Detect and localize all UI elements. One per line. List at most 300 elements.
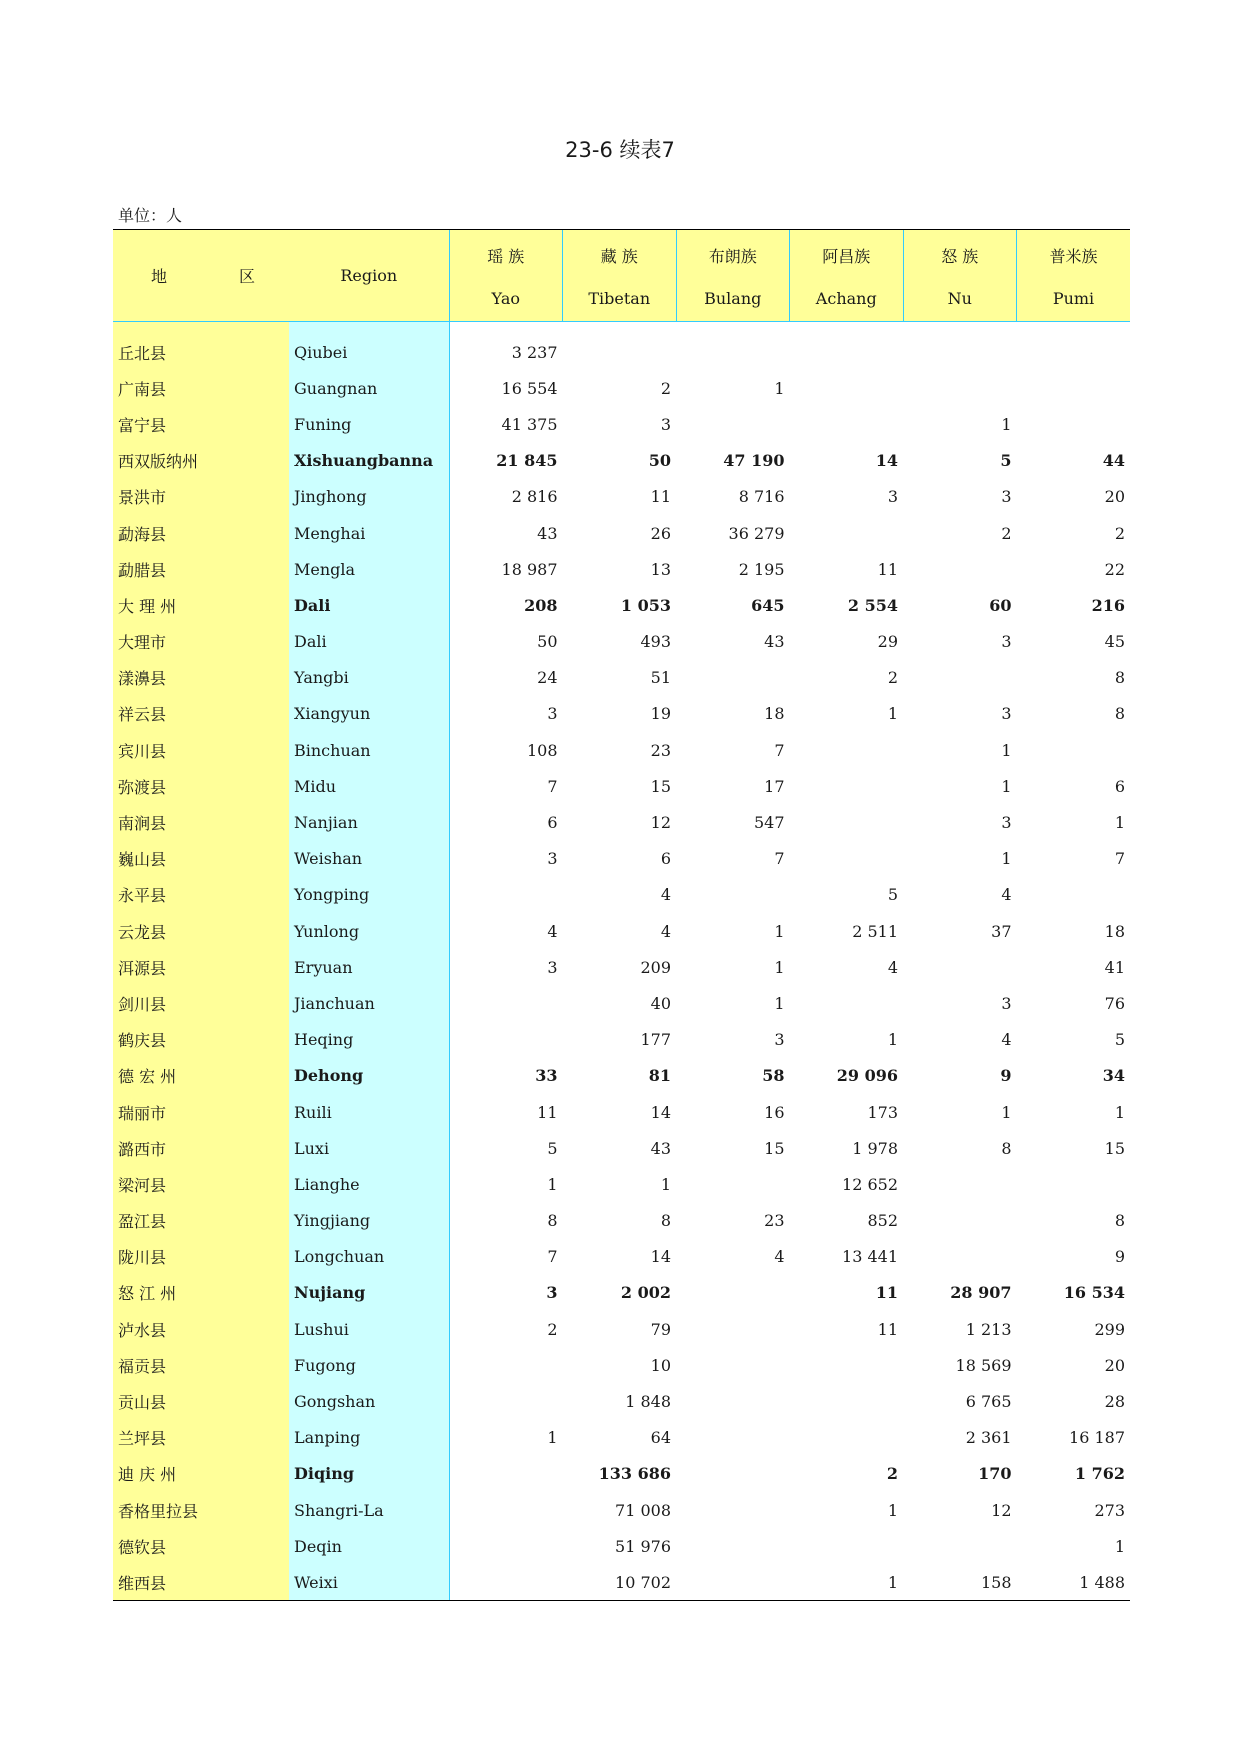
value-cell: 645	[751, 595, 785, 615]
region-cn-cell: 德 宏 州	[113, 1058, 289, 1094]
value-cell: 12 652	[842, 1174, 898, 1194]
region-en-cell: Menghai	[289, 515, 449, 551]
value-cell: 11	[875, 1283, 898, 1303]
value-cell	[903, 949, 1017, 985]
value-cell: 5	[1000, 451, 1012, 471]
value-cell: 173	[867, 1102, 898, 1122]
value-cell: 41 375	[449, 406, 563, 442]
table-body	[113, 322, 1130, 1601]
value-cell	[449, 1564, 563, 1600]
value-cell: 34	[1102, 1066, 1125, 1086]
value-cell	[1017, 732, 1131, 768]
value-cell: 13 441	[842, 1247, 898, 1267]
value-cell: 4	[660, 921, 671, 941]
value-cell: 3	[1001, 487, 1012, 507]
value-cell	[790, 1347, 904, 1383]
column-header-yao: 瑶 族 Yao	[449, 230, 563, 322]
region-cn-cell: 宾川县	[113, 732, 289, 768]
value-cell	[903, 660, 1017, 696]
value-cell: 1	[449, 1420, 563, 1456]
value-cell: 81	[648, 1066, 671, 1086]
column-header-nu: 怒 族 Nu	[903, 230, 1017, 322]
value-cell	[449, 1347, 563, 1383]
value-cell: 47 190	[723, 451, 785, 471]
value-cell: 7	[449, 768, 563, 804]
value-cell: 2 554	[847, 595, 898, 615]
value-cell: 12	[991, 1500, 1012, 1520]
table-row	[113, 696, 1130, 732]
value-cell: 133 686	[598, 1464, 671, 1484]
value-cell: 108	[449, 732, 563, 768]
table-row	[113, 1094, 1130, 1130]
value-cell: 15	[650, 776, 671, 796]
region-en-cell: Mengla	[289, 551, 449, 587]
value-cell	[790, 406, 904, 442]
value-cell: 18 987	[449, 551, 563, 587]
value-cell	[449, 1456, 563, 1492]
value-cell	[903, 334, 1017, 370]
value-cell: 5	[1114, 1030, 1125, 1050]
value-cell: 493	[640, 632, 671, 652]
table-row	[113, 1239, 1130, 1275]
value-cell: 1	[774, 957, 785, 977]
region-en-cell: Heqing	[289, 1022, 449, 1058]
value-cell	[790, 985, 904, 1021]
region-cn-cell: 潞西市	[113, 1130, 289, 1166]
value-cell	[903, 1166, 1017, 1202]
value-cell: 7	[774, 849, 785, 869]
value-cell	[1017, 334, 1131, 370]
region-en-cell: Gongshan	[289, 1383, 449, 1419]
table-row	[113, 1166, 1130, 1202]
value-cell: 18	[764, 704, 785, 724]
region-en-cell: Jinghong	[289, 479, 449, 515]
table-row	[113, 443, 1130, 479]
value-cell: 20	[1104, 487, 1125, 507]
table-row	[113, 334, 1130, 370]
value-cell: 43	[449, 515, 563, 551]
region-cn-cell: 维西县	[113, 1564, 289, 1600]
column-header-bulang: 布朗族 Bulang	[676, 230, 790, 322]
table-row	[113, 515, 1130, 551]
value-cell: 6	[660, 849, 671, 869]
value-cell: 3	[774, 1030, 785, 1050]
table-row	[113, 913, 1130, 949]
region-en-cell: Binchuan	[289, 732, 449, 768]
region-cn-cell: 剑川县	[113, 985, 289, 1021]
value-cell: 1 848	[625, 1392, 671, 1412]
value-cell	[676, 1166, 790, 1202]
value-cell: 18	[1104, 921, 1125, 941]
value-cell: 16	[764, 1102, 785, 1122]
value-cell: 2	[1114, 523, 1125, 543]
value-cell: 50	[648, 451, 671, 471]
value-cell: 7	[1114, 849, 1125, 869]
table-row	[113, 1347, 1130, 1383]
value-cell: 1 978	[852, 1138, 898, 1158]
table-row	[113, 624, 1130, 660]
value-cell	[903, 1239, 1017, 1275]
value-cell: 1	[1114, 813, 1125, 833]
region-cn-cell: 怒 江 州	[113, 1275, 289, 1311]
region-en-cell: Lanping	[289, 1420, 449, 1456]
value-cell: 2 002	[620, 1283, 671, 1303]
value-cell: 50	[449, 624, 563, 660]
value-cell: 41	[1104, 957, 1125, 977]
value-cell: 29 096	[836, 1066, 898, 1086]
value-cell: 5	[449, 1130, 563, 1166]
region-cn-cell: 盈江县	[113, 1203, 289, 1239]
region-en-cell: Yongping	[289, 877, 449, 913]
table-row	[113, 732, 1130, 768]
value-cell: 2 511	[852, 921, 898, 941]
value-cell: 10	[650, 1355, 671, 1375]
region-en-header: Region	[289, 230, 449, 322]
value-cell: 3	[660, 414, 671, 434]
value-cell	[903, 1528, 1017, 1564]
value-cell: 23	[764, 1211, 785, 1231]
value-cell: 3 237	[449, 334, 563, 370]
region-en-cell: Jianchuan	[289, 985, 449, 1021]
region-cn-cell: 丘北县	[113, 334, 289, 370]
region-en-cell: Xishuangbanna	[289, 443, 449, 479]
table-row	[113, 1420, 1130, 1456]
value-cell: 1	[774, 378, 785, 398]
table-row	[113, 587, 1130, 623]
region-cn-cell: 永平县	[113, 877, 289, 913]
value-cell: 2 195	[738, 559, 785, 579]
region-cn-cell: 兰坪县	[113, 1420, 289, 1456]
table-row	[113, 370, 1130, 406]
unit-label: 单位：人	[118, 206, 183, 225]
value-cell: 17	[764, 776, 785, 796]
value-cell: 18 569	[955, 1355, 1012, 1375]
value-cell: 1 488	[1017, 1564, 1131, 1600]
value-cell	[676, 1420, 790, 1456]
region-en-cell: Nujiang	[289, 1275, 449, 1311]
value-cell: 6	[1114, 776, 1125, 796]
value-cell: 51 976	[615, 1536, 671, 1556]
region-en-cell: Guangnan	[289, 370, 449, 406]
value-cell: 2 816	[449, 479, 563, 515]
table-row	[113, 1058, 1130, 1094]
spacer-row	[113, 322, 1130, 335]
value-cell: 4	[774, 1247, 785, 1267]
region-en-cell: Yingjiang	[289, 1203, 449, 1239]
region-cn-cell: 弥渡县	[113, 768, 289, 804]
value-cell: 8	[1114, 1211, 1125, 1231]
table-row	[113, 1383, 1130, 1419]
value-cell: 64	[650, 1428, 671, 1448]
value-cell: 23	[650, 740, 671, 760]
value-cell: 5	[887, 885, 898, 905]
value-cell	[676, 1347, 790, 1383]
table-row	[113, 1022, 1130, 1058]
region-en-cell: Weixi	[289, 1564, 449, 1600]
value-cell: 11	[650, 487, 671, 507]
table-row	[113, 877, 1130, 913]
value-cell: 15	[764, 1138, 785, 1158]
value-cell: 14	[650, 1102, 671, 1122]
value-cell: 16 554	[449, 370, 563, 406]
value-cell: 7	[774, 740, 785, 760]
value-cell	[676, 1564, 790, 1600]
value-cell	[903, 370, 1017, 406]
value-cell: 11	[877, 1319, 898, 1339]
value-cell: 10 702	[563, 1564, 677, 1600]
region-cn-cell: 广南县	[113, 370, 289, 406]
value-cell: 11	[877, 559, 898, 579]
value-cell	[676, 334, 790, 370]
value-cell	[790, 768, 904, 804]
value-cell: 1	[1001, 1102, 1012, 1122]
column-header-pumi: 普米族 Pumi	[1017, 230, 1131, 322]
value-cell	[676, 1492, 790, 1528]
value-cell: 299	[1094, 1319, 1125, 1339]
value-cell	[676, 1275, 790, 1311]
value-cell: 1	[1114, 1102, 1125, 1122]
value-cell: 14	[875, 451, 898, 471]
value-cell: 2	[1001, 523, 1012, 543]
table-row	[113, 1456, 1130, 1492]
value-cell: 4	[449, 913, 563, 949]
value-cell	[676, 660, 790, 696]
value-cell: 28 907	[950, 1283, 1012, 1303]
table-row	[113, 949, 1130, 985]
region-en-cell: Dali	[289, 587, 449, 623]
table-row	[113, 1492, 1130, 1528]
value-cell: 26	[650, 523, 671, 543]
table-row	[113, 1275, 1130, 1311]
region-cn-cell: 南涧县	[113, 804, 289, 840]
region-cn-cell: 迪 庆 州	[113, 1456, 289, 1492]
region-cn-cell: 云龙县	[113, 913, 289, 949]
region-en-cell: Luxi	[289, 1130, 449, 1166]
region-cn-cell: 大 理 州	[113, 587, 289, 623]
value-cell: 1	[660, 1174, 671, 1194]
value-cell: 1	[887, 704, 898, 724]
column-header-tibetan: 藏 族 Tibetan	[563, 230, 677, 322]
region-cn-cell: 富宁县	[113, 406, 289, 442]
region-cn-cell: 鹤庆县	[113, 1022, 289, 1058]
value-cell	[676, 1383, 790, 1419]
ethnic-population-table	[113, 229, 1130, 1601]
table-row	[113, 768, 1130, 804]
value-cell: 37	[991, 921, 1012, 941]
region-en-cell: Yangbi	[289, 660, 449, 696]
table-row	[113, 406, 1130, 442]
value-cell: 20	[1104, 1355, 1125, 1375]
region-en-cell: Shangri-La	[289, 1492, 449, 1528]
value-cell: 14	[650, 1247, 671, 1267]
value-cell: 1	[887, 1500, 898, 1520]
value-cell: 4	[1001, 885, 1012, 905]
value-cell: 7	[449, 1239, 563, 1275]
value-cell: 1	[790, 1564, 904, 1600]
value-cell: 24	[449, 660, 563, 696]
region-en-cell: Dehong	[289, 1058, 449, 1094]
region-cn-cell: 福贡县	[113, 1347, 289, 1383]
value-cell: 1 762	[1074, 1464, 1125, 1484]
region-cn-cell: 贡山县	[113, 1383, 289, 1419]
value-cell	[1017, 877, 1131, 913]
value-cell: 11	[449, 1094, 563, 1130]
table-row	[113, 985, 1130, 1021]
value-cell	[1017, 370, 1131, 406]
table-row	[113, 1203, 1130, 1239]
value-cell: 8 716	[738, 487, 785, 507]
region-cn-cell: 泸水县	[113, 1311, 289, 1347]
region-cn-cell: 漾濞县	[113, 660, 289, 696]
region-en-cell: Ruili	[289, 1094, 449, 1130]
value-cell	[676, 877, 790, 913]
region-en-cell: Lushui	[289, 1311, 449, 1347]
value-cell: 58	[762, 1066, 785, 1086]
value-cell: 16 534	[1063, 1283, 1125, 1303]
region-cn-header: 地 区	[113, 230, 289, 322]
value-cell: 4	[1001, 1030, 1012, 1050]
value-cell: 8	[1001, 1138, 1012, 1158]
value-cell: 3	[1001, 993, 1012, 1013]
value-cell: 8	[1114, 704, 1125, 724]
value-cell: 1	[1001, 414, 1012, 434]
region-cn-cell: 瑞丽市	[113, 1094, 289, 1130]
value-cell: 547	[753, 813, 785, 833]
region-cn-cell: 陇川县	[113, 1239, 289, 1275]
value-cell: 6 765	[965, 1392, 1012, 1412]
table-row	[113, 660, 1130, 696]
column-header-achang: 阿昌族 Achang	[790, 230, 904, 322]
value-cell: 3	[449, 949, 563, 985]
value-cell	[449, 985, 563, 1021]
value-cell: 1 213	[965, 1319, 1012, 1339]
table-row	[113, 804, 1130, 840]
value-cell: 22	[1104, 559, 1125, 579]
region-cn-cell: 祥云县	[113, 696, 289, 732]
value-cell: 3	[1001, 813, 1012, 833]
value-cell: 2	[660, 378, 671, 398]
region-en-cell: Xiangyun	[289, 696, 449, 732]
value-cell	[790, 804, 904, 840]
value-cell	[790, 732, 904, 768]
region-cn-cell: 洱源县	[113, 949, 289, 985]
value-cell: 8	[660, 1211, 671, 1231]
value-cell: 21 845	[449, 443, 563, 479]
value-cell: 170	[978, 1464, 1012, 1484]
value-cell	[790, 1528, 904, 1564]
value-cell: 1	[774, 993, 785, 1013]
value-cell: 1	[887, 1030, 898, 1050]
value-cell: 71 008	[615, 1500, 671, 1520]
value-cell	[449, 1022, 563, 1058]
value-cell: 208	[449, 587, 563, 623]
value-cell: 2	[887, 668, 898, 688]
value-cell: 8	[1114, 668, 1125, 688]
value-cell: 28	[1104, 1392, 1125, 1412]
region-cn-cell: 巍山县	[113, 841, 289, 877]
value-cell: 1	[449, 1166, 563, 1202]
value-cell: 12	[650, 813, 671, 833]
value-cell: 8	[449, 1203, 563, 1239]
table-row	[113, 1528, 1130, 1564]
value-cell: 44	[1102, 451, 1125, 471]
value-cell: 60	[989, 595, 1012, 615]
value-cell	[790, 370, 904, 406]
value-cell: 1	[1001, 849, 1012, 869]
value-cell: 19	[650, 704, 671, 724]
value-cell: 29	[877, 632, 898, 652]
value-cell	[449, 877, 563, 913]
region-cn-cell: 景洪市	[113, 479, 289, 515]
value-cell: 9	[1114, 1247, 1125, 1267]
value-cell	[676, 1456, 790, 1492]
value-cell	[790, 841, 904, 877]
value-cell	[449, 1528, 563, 1564]
value-cell: 852	[867, 1211, 898, 1231]
value-cell: 45	[1104, 632, 1125, 652]
value-cell: 3	[449, 1275, 563, 1311]
region-en-cell: Funing	[289, 406, 449, 442]
region-cn-cell: 勐腊县	[113, 551, 289, 587]
value-cell	[449, 1383, 563, 1419]
value-cell: 79	[650, 1319, 671, 1339]
region-en-cell: Nanjian	[289, 804, 449, 840]
table-row	[113, 1130, 1130, 1166]
value-cell	[1017, 406, 1131, 442]
table-row	[113, 551, 1130, 587]
table-row	[113, 841, 1130, 877]
value-cell: 1	[1114, 1536, 1125, 1556]
table-row	[113, 1564, 1130, 1600]
value-cell: 43	[650, 1138, 671, 1158]
region-cn-cell: 大理市	[113, 624, 289, 660]
value-cell: 6	[449, 804, 563, 840]
value-cell	[676, 406, 790, 442]
region-cn-cell: 西双版纳州	[113, 443, 289, 479]
value-cell	[449, 1492, 563, 1528]
value-cell: 1	[1001, 776, 1012, 796]
value-cell	[903, 551, 1017, 587]
value-cell: 3	[1001, 632, 1012, 652]
value-cell: 273	[1094, 1500, 1125, 1520]
value-cell	[790, 334, 904, 370]
region-cn-cell: 德钦县	[113, 1528, 289, 1564]
region-en-cell: Midu	[289, 768, 449, 804]
value-cell	[1017, 1166, 1131, 1202]
value-cell: 216	[1091, 595, 1125, 615]
region-en-cell: Deqin	[289, 1528, 449, 1564]
value-cell	[790, 515, 904, 551]
value-cell: 40	[650, 993, 671, 1013]
value-cell: 1 053	[620, 595, 671, 615]
value-cell: 36 279	[728, 523, 785, 543]
region-cn-cell: 香格里拉县	[113, 1492, 289, 1528]
value-cell: 1	[774, 921, 785, 941]
region-en-cell: Yunlong	[289, 913, 449, 949]
value-cell	[790, 1383, 904, 1419]
value-cell: 2	[449, 1311, 563, 1347]
table-row	[113, 1311, 1130, 1347]
value-cell: 2	[886, 1464, 898, 1484]
value-cell	[676, 1528, 790, 1564]
value-cell: 51	[650, 668, 671, 688]
region-cn-cell: 梁河县	[113, 1166, 289, 1202]
region-en-cell: Dali	[289, 624, 449, 660]
region-en-cell: Fugong	[289, 1347, 449, 1383]
value-cell: 76	[1104, 993, 1125, 1013]
value-cell: 15	[1104, 1138, 1125, 1158]
value-cell: 4	[660, 885, 671, 905]
